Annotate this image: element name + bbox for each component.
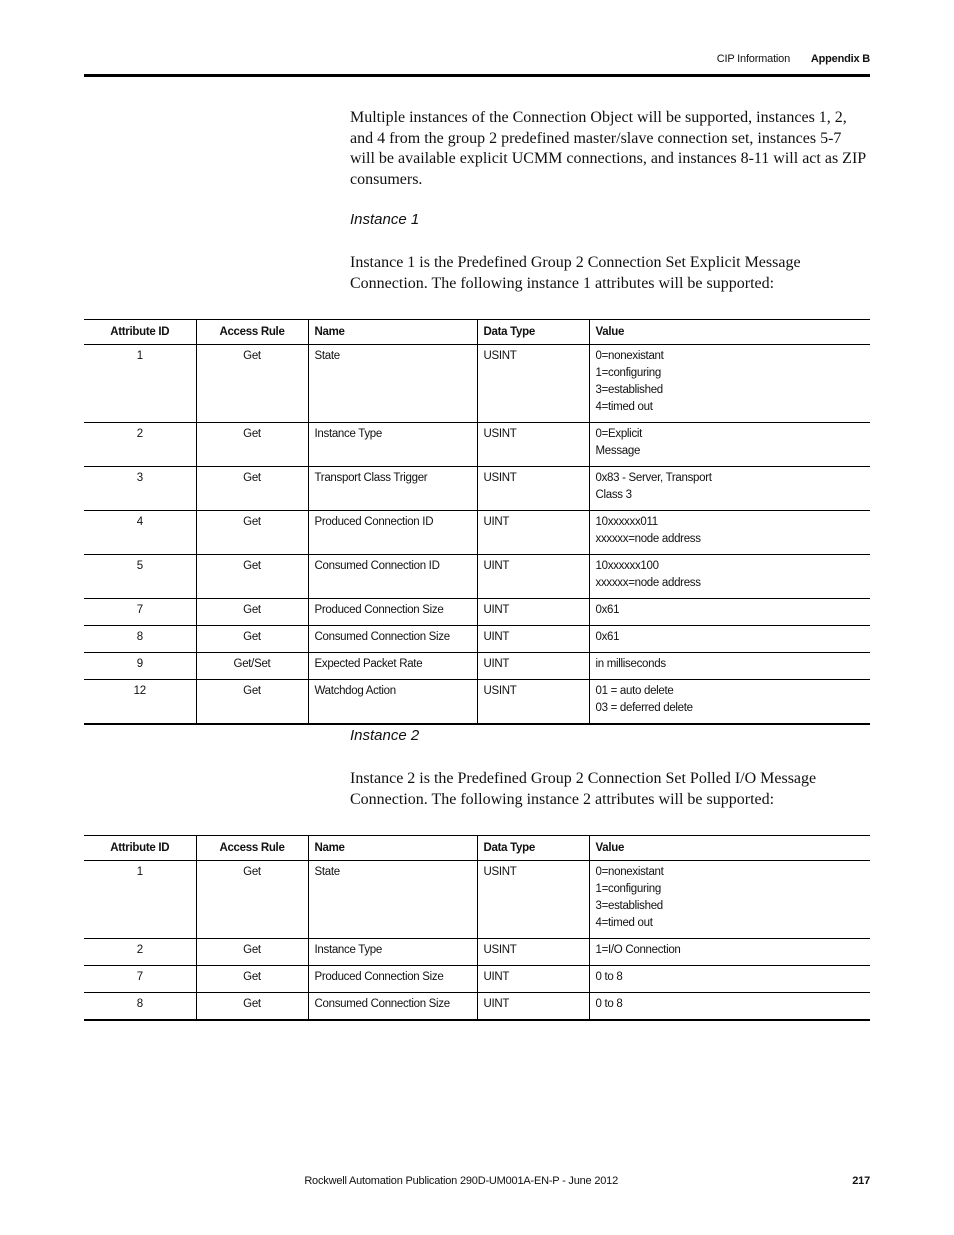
cell-access-rule: Get [196, 939, 308, 966]
cell-value-line: in milliseconds [595, 658, 666, 670]
cell-access-rule: Get [196, 555, 308, 599]
table-row [84, 467, 870, 511]
cell-access-rule: Get [196, 345, 308, 423]
table-row [84, 993, 870, 1021]
cell-attribute-id: 12 [84, 680, 196, 725]
page-number: 217 [852, 1175, 870, 1187]
instance1-heading: Instance 1 [350, 211, 420, 228]
cell-value-line: Message [595, 445, 641, 457]
cell-access-rule: Get [196, 680, 308, 725]
cell-value-line: 1=configuring [595, 367, 661, 379]
cell-value-line: xxxxxx=node address [595, 577, 701, 589]
cell-data-type: USINT [477, 467, 589, 511]
cell-value [589, 599, 870, 626]
cell-value-line: 4=timed out [595, 917, 653, 929]
cell-access-rule: Get [196, 861, 308, 939]
cell-value-line: 03 = deferred delete [595, 702, 693, 714]
cell-name: Produced Connection Size [308, 966, 477, 993]
table-row [84, 626, 870, 653]
cell-attribute-id: 8 [84, 626, 196, 653]
instance1-attributes-table [84, 319, 870, 725]
cell-attribute-id: 1 [84, 861, 196, 939]
cell-name: Instance Type [308, 423, 477, 467]
cell-value-line: 3=established [595, 384, 663, 396]
cell-access-rule: Get/Set [196, 653, 308, 680]
cell-value-line: 3=established [595, 900, 663, 912]
cell-data-type: UINT [477, 966, 589, 993]
cell-name: Consumed Connection Size [308, 993, 477, 1021]
cell-value-line: 0x83 - Server, Transport [595, 472, 712, 484]
table-row [84, 345, 870, 423]
cell-data-type: USINT [477, 680, 589, 725]
cell-attribute-id: 7 [84, 599, 196, 626]
cell-value [589, 939, 870, 966]
cell-attribute-id: 3 [84, 467, 196, 511]
table-row [84, 861, 870, 939]
running-header [717, 53, 870, 65]
cell-data-type: UINT [477, 653, 589, 680]
cell-value-line: 0=Explicit [595, 428, 643, 440]
cell-value-line: 10xxxxxx100 [595, 560, 659, 572]
table-row [84, 653, 870, 680]
cell-value-line: 0 to 8 [595, 971, 623, 983]
cell-attribute-id: 2 [84, 423, 196, 467]
cell-value [589, 345, 870, 423]
cell-access-rule: Get [196, 966, 308, 993]
cell-value-line: 01 = auto delete [595, 685, 674, 697]
cell-name: Transport Class Trigger [308, 467, 477, 511]
cell-value [589, 993, 870, 1021]
table-header-row [84, 836, 870, 861]
cell-value-line: 4=timed out [595, 401, 653, 413]
col-header-access-rule: Access Rule [196, 320, 308, 345]
cell-attribute-id: 4 [84, 511, 196, 555]
cell-value-line: 1=I/O Connection [595, 944, 681, 956]
col-header-data-type: Data Type [477, 836, 589, 861]
table-row [84, 423, 870, 467]
instance2-table-body [84, 861, 870, 1021]
cell-access-rule: Get [196, 993, 308, 1021]
cell-value-line: 10xxxxxx011 [595, 516, 658, 528]
col-header-attribute-id: Attribute ID [84, 320, 196, 345]
cell-access-rule: Get [196, 626, 308, 653]
cell-access-rule: Get [196, 511, 308, 555]
instance1-table-body [84, 345, 870, 725]
cell-data-type: UINT [477, 626, 589, 653]
table-row [84, 966, 870, 993]
cell-name: Produced Connection ID [308, 511, 477, 555]
table-row [84, 555, 870, 599]
table-row [84, 511, 870, 555]
cell-name: Consumed Connection ID [308, 555, 477, 599]
instance2-attributes-table [84, 835, 870, 1021]
table-row [84, 599, 870, 626]
cell-data-type: UINT [477, 599, 589, 626]
cell-data-type: UINT [477, 511, 589, 555]
cell-value [589, 966, 870, 993]
header-appendix-label: Appendix B [810, 53, 870, 65]
cell-value [589, 423, 870, 467]
cell-value-line: Class 3 [595, 489, 632, 501]
col-header-value: Value [589, 836, 870, 861]
cell-name: Expected Packet Rate [308, 653, 477, 680]
cell-value-line: 0=nonexistant [595, 866, 664, 878]
cell-access-rule: Get [196, 423, 308, 467]
cell-value [589, 511, 870, 555]
cell-name: Produced Connection Size [308, 599, 477, 626]
cell-access-rule: Get [196, 599, 308, 626]
cell-value-line: 0 to 8 [595, 998, 623, 1010]
cell-value [589, 680, 870, 725]
col-header-name: Name [308, 320, 477, 345]
cell-value [589, 626, 870, 653]
header-section-title: CIP Information [716, 53, 791, 65]
cell-name: Instance Type [308, 939, 477, 966]
cell-value-line: 1=configuring [595, 883, 661, 895]
cell-value [589, 653, 870, 680]
cell-data-type: USINT [477, 423, 589, 467]
cell-value-line: xxxxxx=node address [595, 533, 701, 545]
intro-paragraph: Multiple instances of the Connection Object will be supported, instances 1, 2, and 4 from the group 2 predefined master/slave connection set, instances 5-7 will be available explicit UCMM connections, and instances 8-11 will act as ZIP consumers. [350, 109, 866, 188]
cell-name: State [308, 861, 477, 939]
footer-publication: Rockwell Automation Publication 290D-UM001A-EN-P - June 2012 [304, 1175, 618, 1187]
cell-value-line: 0x61 [595, 604, 620, 616]
cell-attribute-id: 2 [84, 939, 196, 966]
col-header-name: Name [308, 836, 477, 861]
instance1-description: Instance 1 is the Predefined Group 2 Connection Set Explicit Message Connection. The following instance 1 attributes will be supported: [350, 254, 801, 292]
cell-attribute-id: 1 [84, 345, 196, 423]
cell-attribute-id: 9 [84, 653, 196, 680]
col-header-attribute-id: Attribute ID [84, 836, 196, 861]
cell-data-type: USINT [477, 939, 589, 966]
table-row [84, 939, 870, 966]
cell-attribute-id: 5 [84, 555, 196, 599]
cell-name: Consumed Connection Size [308, 626, 477, 653]
cell-access-rule: Get [196, 467, 308, 511]
table-header-row [84, 320, 870, 345]
cell-data-type: UINT [477, 555, 589, 599]
cell-value-line: 0x61 [595, 631, 620, 643]
instance2-description: Instance 2 is the Predefined Group 2 Connection Set Polled I/O Message Connection. The following instance 2 attributes will be supported: [350, 770, 817, 808]
header-rule [84, 74, 870, 77]
cell-name: Watchdog Action [308, 680, 477, 725]
cell-value [589, 467, 870, 511]
cell-attribute-id: 7 [84, 966, 196, 993]
cell-data-type: UINT [477, 993, 589, 1021]
cell-value [589, 861, 870, 939]
col-header-access-rule: Access Rule [196, 836, 308, 861]
cell-attribute-id: 8 [84, 993, 196, 1021]
cell-data-type: USINT [477, 861, 589, 939]
cell-value-line: 0=nonexistant [595, 350, 664, 362]
cell-name: State [308, 345, 477, 423]
instance2-heading: Instance 2 [350, 727, 420, 744]
cell-value [589, 555, 870, 599]
table-row [84, 680, 870, 725]
col-header-value: Value [589, 320, 870, 345]
col-header-data-type: Data Type [477, 320, 589, 345]
cell-data-type: USINT [477, 345, 589, 423]
